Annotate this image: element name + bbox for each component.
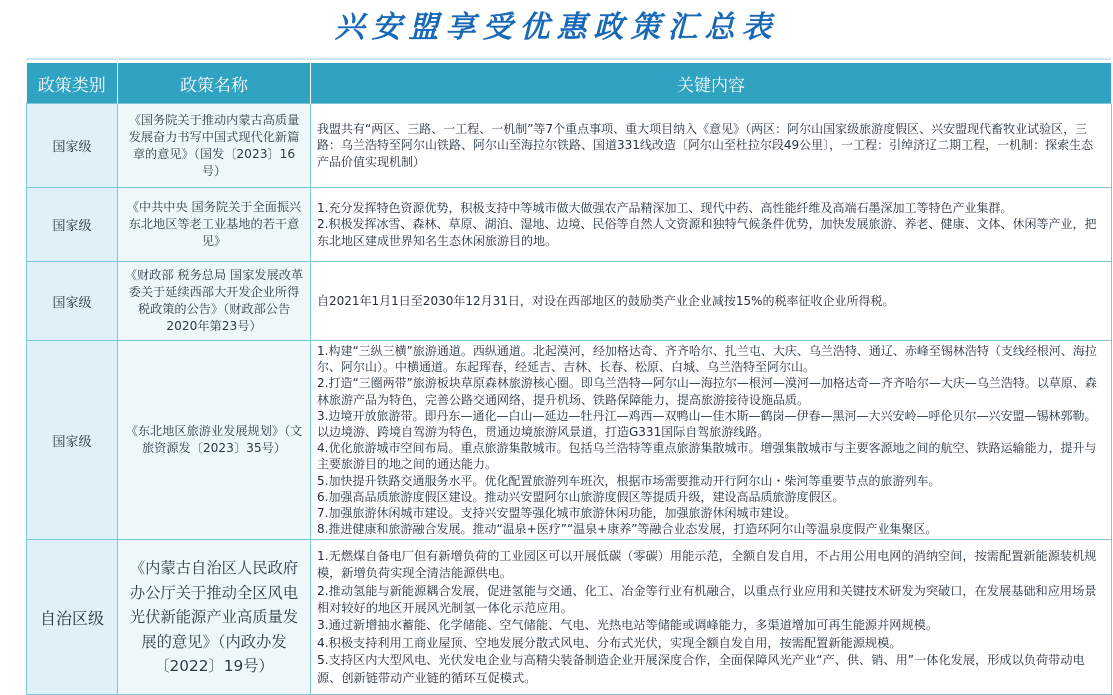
row-category: 国家级 <box>27 262 118 341</box>
content-item: 6.加强高品质旅游度假区建设。推动兴安盟阿尔山旅游度假区等提质升级，建设高品质旅游度假区。 <box>317 489 845 504</box>
row-key-content <box>311 188 1112 262</box>
content-item: 4.优化旅游城市空间布局。重点旅游集散城市。包括乌兰浩特等重点旅游集散城市。增强集散城市与主要客源地之间的航空、铁路运输能力，提升与主要旅游目的地之间的通达能力。 <box>317 441 1097 472</box>
table-row <box>27 341 1112 540</box>
content-item: 2.打造“三圈两带”旅游板块草原森林旅游核心圈。即乌兰浩特—阿尔山—海拉尔—根河—漠河—加格达奇—齐齐哈尔—大庆—乌兰浩特。以草原、森林旅游产品为特色，完善公路交通网络，提升机场、铁路保障能力，提高旅游接待设施品质。 <box>317 376 1097 407</box>
content-item: 8.推进健康和旅游融合发展。推动“温泉+医疗”“温泉+康养”等融合业态发展，打造环阿尔山等温泉度假产业集聚区。 <box>317 522 938 537</box>
table-header-row <box>27 63 1112 104</box>
content-item: 1.构建“三纵三横”旅游通道。西纵通道。北起漠河，经加格达奇、齐齐哈尔、扎兰屯、大庆、乌兰浩特、通辽、赤峰至锡林浩特（支线经根河、海拉尔、阿尔山）。中横通道。东起珲春，经延吉、吉林、长春、松原、白城、乌兰浩特至阿尔山。 <box>317 344 1097 375</box>
row-key-content <box>311 540 1112 695</box>
content-item: 3.通过新增抽水蓄能、化学储能、空气储能、气电、光热电站等储能或调峰能力，多渠道增加可再生能源并网规模。 <box>317 618 939 633</box>
table-row <box>27 540 1112 695</box>
table-row <box>27 188 1112 262</box>
row-policy-name: 《财政部 税务总局 国家发展改革委关于延续西部大开发企业所得税政策的公告》（财政部公告2020年第23号） <box>118 262 311 341</box>
row-key-content <box>311 341 1112 540</box>
header-policy-name: 政策名称 <box>118 63 311 104</box>
content-item: 4.积极支持利用工商业屋顶、空地发展分散式风电、分布式光伏，实现全额自发自用，按需配置新能源规模。 <box>317 635 902 650</box>
row-category: 国家级 <box>27 341 118 540</box>
content-item: 1.充分发挥特色资源优势，积极支持中等城市做大做强农产品精深加工、现代中药、高性能纤维及高端石墨深加工等特色产业集群。 <box>317 201 1013 216</box>
content-item: 2.积极发挥冰雪、森林、草原、湖泊、湿地、边境、民俗等自然人文资源和独特气候条件优势，加快发展旅游、养老、健康、文体、休闲等产业，把东北地区建成世界知名生态休闲旅游目的地。 <box>317 217 1097 248</box>
row-policy-name: 《国务院关于推动内蒙古高质量发展奋力书写中国式现代化新篇章的意见》（国发〔2023〕16号） <box>118 104 311 188</box>
content-item: 我盟共有“两区、三路、一工程、一机制”等7个重点事项、重大项目纳入《意见》（两区：阿尔山国家级旅游度假区、兴安盟现代畜牧业试验区，三路：乌兰浩特至阿尔山铁路、阿尔山至海拉尔铁路、国道331线改造〔阿尔山至杜拉尔段49公里〕，一工程：引绰济辽二期工程，一机制：探索生态产品价值实现机制） <box>317 122 1094 169</box>
row-key-content <box>311 262 1112 341</box>
policy-table <box>26 63 1112 695</box>
content-item: 5.加快提升铁路交通服务水平。优化配置旅游列车班次，根据市场需要推动开行阿尔山・柴河等重要节点的旅游列车。 <box>317 473 941 488</box>
row-category: 国家级 <box>27 188 118 262</box>
header-key-content: 关键内容 <box>311 63 1112 104</box>
content-item: 2.推动氢能与新能源耦合发展，促进氢能与交通、化工、冶金等行业有机融合，以重点行业应用和关键技术研发为突破口，在发展基础和应用场景相对较好的地区开展风光制氢一体化示范应用。 <box>317 583 1097 616</box>
content-item: 7.加强旅游休闲城市建设。支持兴安盟等强化城市旅游休闲功能，加强旅游休闲城市建设。 <box>317 506 797 521</box>
content-item: 1.无燃煤自备电厂但有新增负荷的工业园区可以开展低碳（零碳）用能示范，全额自发自用，不占用公用电网的消纳空间，按需配置新能源装机规模，新增负荷实现全清洁能源供电。 <box>317 548 1097 581</box>
row-key-content <box>311 104 1112 188</box>
content-item: 自2021年1月1日至2030年12月31日，对设在西部地区的鼓励类产业企业减按15%的税率征收企业所得税。 <box>317 293 895 308</box>
table-row <box>27 104 1112 188</box>
content-item: 3.边境开放旅游带。即丹东—通化—白山—延边—牡丹江—鸡西—双鸭山—佳木斯—鹤岗—伊春—黑河—大兴安岭—呼伦贝尔—兴安盟—锡林郭勒。以边境游、跨境自驾游为特色，贯通边境旅游风景道，打造G331国际自驾旅游线路。 <box>317 408 1097 440</box>
title-divider <box>26 58 1111 60</box>
row-category: 自治区级 <box>27 540 118 695</box>
row-category: 国家级 <box>27 104 118 188</box>
table-row <box>27 262 1112 341</box>
row-policy-name: 《内蒙古自治区人民政府办公厅关于推动全区风电光伏新能源产业高质量发展的意见》（内政办发〔2022〕19号） <box>118 540 311 695</box>
row-policy-name: 《中共中央 国务院关于全面振兴东北地区等老工业基地的若干意见》 <box>118 188 311 262</box>
header-category: 政策类别 <box>27 63 118 104</box>
row-policy-name: 《东北地区旅游业发展规划》（文旅资源发〔2023〕35号） <box>118 341 311 540</box>
content-item: 5.支持区内大型风电、光伏发电企业与高精尖装备制造企业开展深度合作，全面保障风光产业“产、供、销、用”一体化发展，形成以负荷带动电源、创新链带动产业链的循环互促模式。 <box>317 653 1085 685</box>
page-title: 兴安盟享受优惠政策汇总表 <box>334 10 779 45</box>
